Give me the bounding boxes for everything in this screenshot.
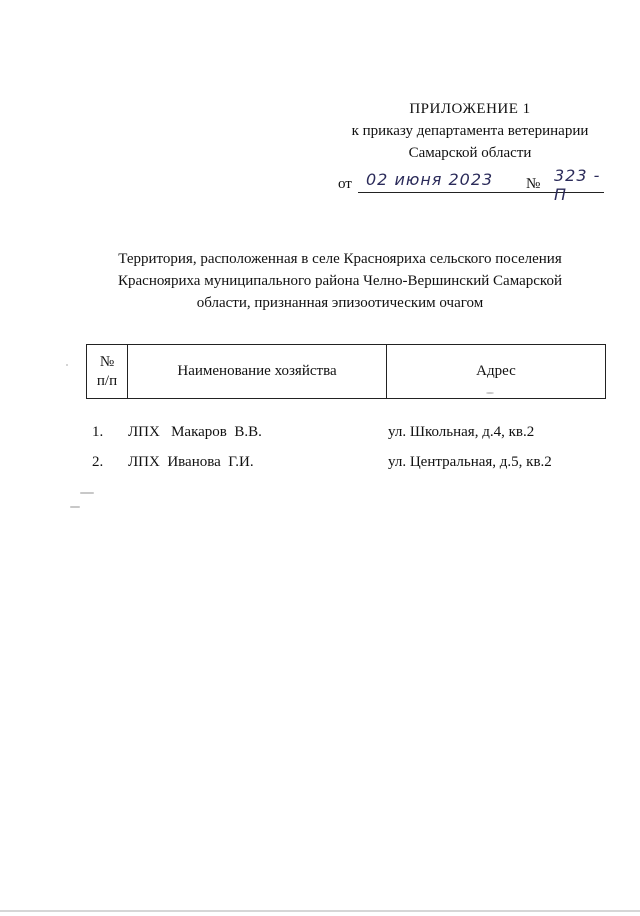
- table-row: [0, 424, 640, 446]
- row-address: ул. Центральная, д.5, кв.2: [388, 454, 552, 470]
- appendix-title: ПРИЛОЖЕНИЕ 1: [409, 101, 531, 117]
- order-from-label: от: [338, 176, 352, 192]
- appendix-line-1: к приказу департамента ветеринарии: [351, 123, 589, 139]
- row-number: 1.: [92, 424, 104, 440]
- column-number-header: [87, 345, 128, 399]
- row-number: 2.: [92, 454, 104, 470]
- heading-line-2: Краснояриха муниципального района Челно-Вершинский Самарской: [118, 273, 562, 289]
- order-number-field: [550, 166, 604, 204]
- document-heading: [100, 248, 580, 314]
- heading-line-1: Территория, расположенная в селе Краснояриха сельского поселения: [118, 251, 562, 267]
- scan-edge-line: [0, 910, 640, 912]
- row-farm-name: ЛПХ Иванова Г.И.: [128, 454, 254, 470]
- row-address: ул. Школьная, д.4, кв.2: [388, 424, 535, 440]
- order-date: 02 июня 2023: [366, 170, 494, 189]
- order-reference: [338, 166, 608, 204]
- order-date-field: [358, 172, 550, 193]
- column-name-header: Наименование хозяйства: [128, 345, 387, 399]
- row-farm-name: ЛПХ Макаров В.В.: [128, 424, 262, 440]
- table-row: [0, 454, 640, 476]
- scan-speck: [80, 492, 94, 494]
- column-number-line-1: №: [99, 353, 115, 370]
- scan-speck: [70, 506, 80, 508]
- scan-speck: [486, 392, 494, 394]
- order-number-label: №: [526, 176, 541, 192]
- heading-line-3: области, признанная эпизоотическим очагом: [196, 295, 484, 311]
- appendix-header: [340, 98, 600, 164]
- column-number-line-2: п/п: [96, 372, 118, 389]
- scan-speck: [66, 364, 68, 366]
- order-number: 323 - П: [554, 166, 601, 204]
- column-address-header: Адрес: [387, 345, 606, 399]
- appendix-line-2: Самарской области: [408, 145, 532, 161]
- table-header: [86, 344, 606, 399]
